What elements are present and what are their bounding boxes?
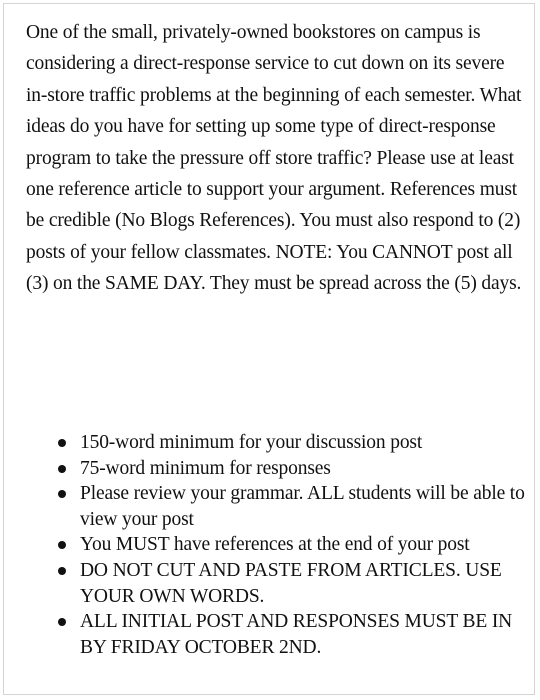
list-item <box>80 481 530 532</box>
list-item <box>80 532 530 558</box>
requirement-text: ALL INITIAL POST AND RESPONSES MUST BE IN BY FRIDAY OCTOBER 2ND. <box>80 611 513 658</box>
requirement-text: 75-word minimum for responses <box>80 457 331 479</box>
bullet-icon <box>58 567 66 575</box>
requirements-list <box>80 430 530 660</box>
requirement-text: Please review your grammar. ALL students will be able to view your post <box>80 483 525 530</box>
bullet-icon <box>58 465 66 473</box>
list-item <box>80 558 530 609</box>
requirement-text: DO NOT CUT AND PASTE FROM ARTICLES. USE YOUR OWN WORDS. <box>80 559 502 607</box>
list-item <box>80 609 530 660</box>
list-item <box>80 456 530 482</box>
list-item <box>80 430 530 456</box>
requirement-text: 150-word minimum for your discussion post <box>80 432 423 453</box>
assignment-prompt: One of the small, privately-owned bookstores on campus is considering a direct-response service to cut down on its severe in-store traffic problems at the beginning of each semester. What ideas do you have for setting up some type of direct-response program to take the pressure off store traffic? Please use at least one reference article to support your argument. References must be credible (No Blogs References). You must also respond to (2) posts of your fellow classmates. NOTE: You CANNOT post all (3) on the SAME DAY. They must be spread across the (5) days. <box>26 22 522 295</box>
requirement-text: You MUST have references at the end of your post <box>80 534 470 556</box>
bullet-icon <box>58 439 66 447</box>
